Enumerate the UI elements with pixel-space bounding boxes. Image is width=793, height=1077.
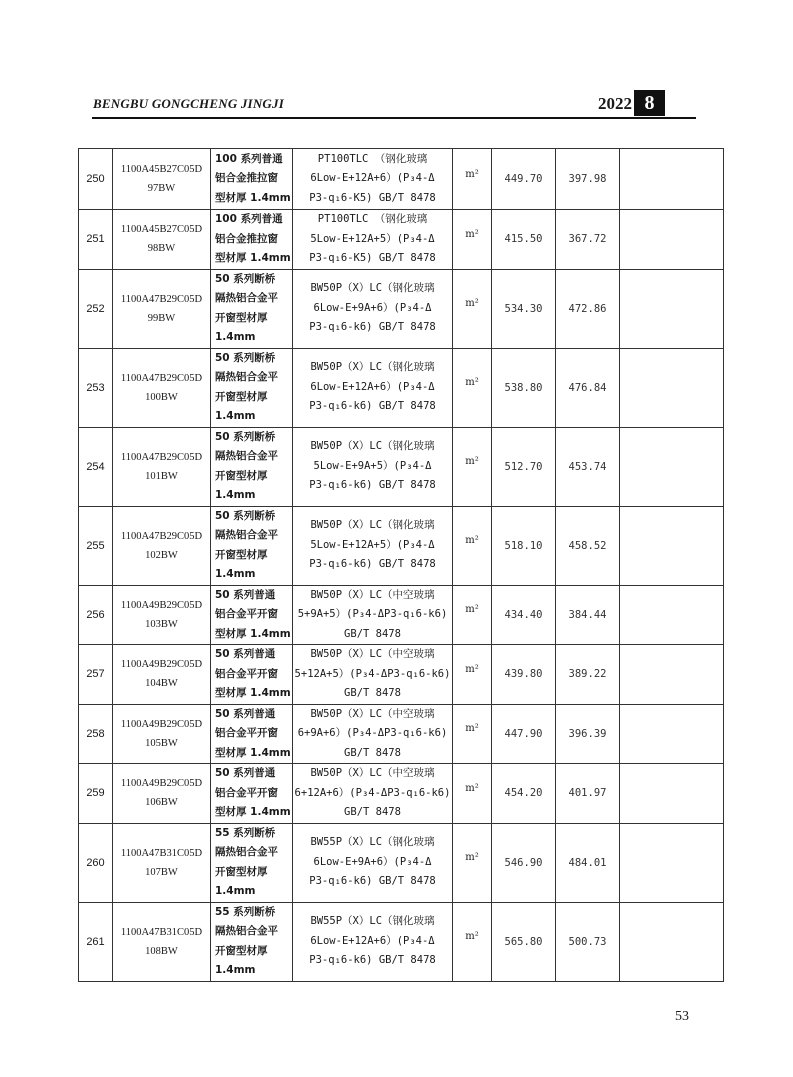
- item-name-cell: [211, 210, 293, 270]
- remark-cell: [620, 902, 724, 981]
- unit-cell: [453, 704, 492, 764]
- unit-label: m²: [465, 228, 479, 240]
- item-code-line: 103BW: [145, 618, 178, 630]
- page-number: 53: [675, 1009, 689, 1024]
- table-row: [79, 269, 724, 348]
- item-name-cell: [211, 269, 293, 348]
- spec-line: GB/T 8478: [344, 746, 401, 759]
- spec-line: 6Low-E+12A+6）(P₃4-Δ: [310, 380, 435, 393]
- item-code-line: 1100A47B31C05D: [120, 926, 203, 938]
- price-without-tax-cell: 401.97: [556, 764, 620, 824]
- item-code-line: 1100A45B27C05D: [120, 164, 203, 175]
- item-name-cell: [211, 427, 293, 506]
- item-name-line: 铝合金平开窗: [215, 608, 278, 620]
- remark-cell: [620, 585, 724, 645]
- item-name-line: 1.4mm: [215, 410, 256, 422]
- price-with-tax-cell: 434.40: [492, 585, 556, 645]
- spec-cell: [293, 902, 453, 981]
- item-name-line: 隔热铝合金平: [215, 529, 278, 541]
- item-code-line: 102BW: [145, 549, 178, 561]
- item-name-line: 型材厚 1.4mm: [215, 687, 291, 699]
- row-number-cell: 259: [79, 764, 113, 824]
- row-number-cell: 251: [79, 210, 113, 270]
- item-code-line: 1100A47B29C05D: [120, 530, 203, 542]
- item-code-line: 1100A47B29C05D: [120, 451, 203, 463]
- item-name-cell: [211, 149, 293, 210]
- spec-line: 6Low-E+12A+6）(P₃4-Δ: [310, 934, 435, 947]
- row-number-cell: 254: [79, 427, 113, 506]
- item-name-line: 开窗型材厚: [215, 311, 268, 324]
- item-code-cell: [113, 427, 211, 506]
- unit-label: m²: [465, 168, 479, 180]
- spec-cell: [293, 269, 453, 348]
- price-without-tax-cell: 453.74: [556, 427, 620, 506]
- price-with-tax-cell: 439.80: [492, 645, 556, 705]
- spec-line: 5+12A+5）(P₃4-ΔP3-q₁6-k6): [294, 667, 451, 680]
- unit-label: m²: [465, 782, 479, 794]
- price-without-tax-cell: 476.84: [556, 348, 620, 427]
- unit-label: m²: [465, 931, 479, 942]
- item-name-line: 1.4mm: [215, 489, 256, 501]
- item-name-line: 1.4mm: [215, 331, 256, 343]
- spec-line: 6+9A+6）(P₃4-ΔP3-q₁6-k6): [297, 727, 448, 739]
- table-row: [79, 764, 724, 824]
- remark-cell: [620, 427, 724, 506]
- item-code-cell: [113, 210, 211, 270]
- spec-line: P3-q₁6-k6) GB/T 8478: [309, 558, 436, 571]
- issue-number-badge: 8: [634, 90, 665, 116]
- row-number-cell: 261: [79, 902, 113, 981]
- item-code-line: 1100A47B29C05D: [120, 293, 203, 305]
- item-code-line: 108BW: [145, 945, 178, 957]
- item-name-line: 50 系列断桥: [215, 351, 276, 364]
- spec-line: 5Low-E+12A+5）(P₃4-Δ: [310, 232, 435, 245]
- item-code-line: 101BW: [145, 470, 178, 482]
- item-code-cell: [113, 902, 211, 981]
- spec-line: 6Low-E+9A+6）(P₃4-Δ: [313, 301, 432, 314]
- spec-line: GB/T 8478: [344, 806, 401, 818]
- unit-label: m²: [465, 298, 479, 309]
- price-without-tax-cell: 472.86: [556, 269, 620, 348]
- spec-line: 5Low-E+12A+5）(P₃4-Δ: [310, 538, 435, 551]
- price-table-body: [79, 149, 724, 982]
- item-name-line: 铝合金推拉窗: [215, 172, 278, 185]
- price-with-tax-cell: 534.30: [492, 269, 556, 348]
- spec-line: 6Low-E+12A+6）(P₃4-Δ: [310, 172, 435, 185]
- item-name-line: 隔热铝合金平: [215, 450, 278, 462]
- item-name-cell: [211, 823, 293, 902]
- item-name-line: 型材厚 1.4mm: [215, 627, 291, 640]
- unit-cell: [453, 823, 492, 902]
- item-name-line: 50 系列普通: [215, 588, 276, 601]
- spec-line: P3-q₁6-k6) GB/T 8478: [309, 400, 436, 413]
- unit-cell: [453, 506, 492, 585]
- remark-cell: [620, 269, 724, 348]
- item-name-line: 铝合金平开窗: [215, 667, 278, 680]
- item-name-line: 50 系列普通: [215, 648, 276, 660]
- price-without-tax-cell: 396.39: [556, 704, 620, 764]
- item-name-cell: [211, 764, 293, 824]
- table-row: [79, 348, 724, 427]
- spec-line: BW50P（X）LC（中空玻璃: [310, 588, 435, 601]
- issue-year: 2022: [598, 94, 632, 113]
- spec-cell: [293, 645, 453, 705]
- spec-line: P3-q₁6-k6) GB/T 8478: [309, 954, 436, 967]
- row-number-cell: 253: [79, 348, 113, 427]
- table-row: [79, 704, 724, 764]
- spec-cell: [293, 823, 453, 902]
- item-name-cell: [211, 645, 293, 705]
- spec-cell: [293, 585, 453, 645]
- item-name-line: 型材厚 1.4mm: [215, 191, 291, 204]
- item-code-line: 1100A45B27C05D: [120, 224, 203, 236]
- price-with-tax-cell: 447.90: [492, 704, 556, 764]
- table-row: [79, 506, 724, 585]
- item-name-line: 隔热铝合金平: [215, 846, 278, 858]
- unit-cell: [453, 269, 492, 348]
- unit-label: m²: [465, 663, 479, 675]
- spec-line: PT100TLC （钢化玻璃: [317, 152, 428, 165]
- unit-cell: [453, 902, 492, 981]
- spec-cell: [293, 149, 453, 210]
- table-row: [79, 427, 724, 506]
- spec-line: BW55P（X）LC（钢化玻璃: [310, 915, 435, 928]
- table-row: [79, 823, 724, 902]
- spec-line: PT100TLC （钢化玻璃: [317, 213, 428, 225]
- remark-cell: [620, 823, 724, 902]
- spec-cell: [293, 704, 453, 764]
- item-name-line: 铝合金平开窗: [215, 727, 278, 739]
- item-code-line: 100BW: [145, 391, 178, 403]
- spec-line: BW50P（X）LC（中空玻璃: [310, 707, 435, 720]
- spec-line: 6+12A+6）(P₃4-ΔP3-q₁6-k6): [294, 786, 451, 799]
- item-code-line: 106BW: [145, 797, 178, 809]
- item-name-line: 100 系列普通: [215, 213, 283, 225]
- price-with-tax-cell: 415.50: [492, 210, 556, 270]
- price-with-tax-cell: 512.70: [492, 427, 556, 506]
- row-number-cell: 260: [79, 823, 113, 902]
- item-name-cell: [211, 506, 293, 585]
- spec-line: 5+9A+5）(P₃4-ΔP3-q₁6-k6): [297, 608, 448, 620]
- item-name-line: 1.4mm: [215, 964, 256, 976]
- item-name-line: 铝合金推拉窗: [215, 232, 278, 245]
- item-name-line: 55 系列断桥: [215, 826, 276, 839]
- item-code-line: 1100A49B29C05D: [120, 599, 203, 611]
- item-code-line: 107BW: [145, 866, 178, 878]
- item-name-cell: [211, 348, 293, 427]
- remark-cell: [620, 764, 724, 824]
- item-code-line: 104BW: [145, 678, 178, 690]
- unit-cell: [453, 149, 492, 210]
- header-rule: [92, 117, 696, 119]
- table-row: [79, 210, 724, 270]
- item-code-cell: [113, 348, 211, 427]
- spec-cell: [293, 427, 453, 506]
- price-without-tax-cell: 397.98: [556, 149, 620, 210]
- row-number-cell: 252: [79, 269, 113, 348]
- price-without-tax-cell: 384.44: [556, 585, 620, 645]
- item-code-line: 1100A49B29C05D: [120, 718, 203, 730]
- item-code-cell: [113, 764, 211, 824]
- remark-cell: [620, 348, 724, 427]
- spec-line: 5Low-E+9A+5）(P₃4-Δ: [313, 459, 432, 472]
- item-name-line: 铝合金平开窗: [215, 786, 278, 799]
- row-number-cell: 258: [79, 704, 113, 764]
- item-code-line: 1100A49B29C05D: [120, 778, 203, 790]
- spec-cell: [293, 348, 453, 427]
- spec-line: P3-q₁6-k6) GB/T 8478: [309, 321, 436, 334]
- item-name-line: 50 系列断桥: [215, 509, 276, 522]
- item-code-line: 105BW: [145, 737, 178, 749]
- spec-cell: [293, 210, 453, 270]
- price-with-tax-cell: 546.90: [492, 823, 556, 902]
- item-code-cell: [113, 585, 211, 645]
- spec-line: BW50P（X）LC（钢化玻璃: [310, 282, 435, 295]
- unit-label: m²: [465, 604, 479, 616]
- row-number-cell: 257: [79, 645, 113, 705]
- item-name-line: 隔热铝合金平: [215, 371, 278, 383]
- item-code-line: 1100A49B29C05D: [120, 659, 203, 671]
- price-with-tax-cell: 449.70: [492, 149, 556, 210]
- row-number-cell: 250: [79, 149, 113, 210]
- remark-cell: [620, 149, 724, 210]
- spec-line: P3-q₁6-K5) GB/T 8478: [309, 191, 436, 204]
- table-row: [79, 645, 724, 705]
- unit-label: m²: [465, 852, 479, 863]
- item-code-cell: [113, 269, 211, 348]
- table-row: [79, 149, 724, 210]
- price-with-tax-cell: 454.20: [492, 764, 556, 824]
- table-row: [79, 585, 724, 645]
- item-name-line: 50 系列断桥: [215, 272, 276, 285]
- spec-line: P3-q₁6-k6) GB/T 8478: [309, 479, 436, 492]
- row-number-cell: 255: [79, 506, 113, 585]
- remark-cell: [620, 210, 724, 270]
- row-number-cell: 256: [79, 585, 113, 645]
- item-code-line: 97BW: [147, 183, 176, 194]
- item-name-cell: [211, 704, 293, 764]
- spec-line: BW50P（X）LC（中空玻璃: [310, 648, 435, 660]
- price-table: [78, 148, 724, 982]
- spec-line: BW50P（X）LC（钢化玻璃: [310, 519, 435, 532]
- spec-line: 6Low-E+9A+6）(P₃4-Δ: [313, 855, 432, 868]
- price-without-tax-cell: 367.72: [556, 210, 620, 270]
- item-name-line: 隔热铝合金平: [215, 292, 278, 304]
- item-name-line: 开窗型材厚: [215, 944, 268, 957]
- remark-cell: [620, 645, 724, 705]
- remark-cell: [620, 704, 724, 764]
- price-without-tax-cell: 500.73: [556, 902, 620, 981]
- unit-cell: [453, 427, 492, 506]
- price-without-tax-cell: 389.22: [556, 645, 620, 705]
- item-code-cell: [113, 704, 211, 764]
- unit-cell: [453, 645, 492, 705]
- unit-cell: [453, 585, 492, 645]
- item-code-line: 1100A47B31C05D: [120, 847, 203, 859]
- spec-cell: [293, 506, 453, 585]
- price-with-tax-cell: 538.80: [492, 348, 556, 427]
- item-name-line: 50 系列断桥: [215, 430, 276, 443]
- spec-cell: [293, 764, 453, 824]
- item-code-line: 99BW: [147, 312, 176, 324]
- item-code-line: 1100A47B29C05D: [120, 372, 203, 384]
- item-name-cell: [211, 585, 293, 645]
- item-code-cell: [113, 823, 211, 902]
- item-name-line: 型材厚 1.4mm: [215, 252, 291, 264]
- spec-line: BW50P（X）LC（中空玻璃: [310, 767, 435, 779]
- spec-line: BW50P（X）LC（钢化玻璃: [310, 440, 435, 453]
- item-name-line: 100 系列普通: [215, 152, 283, 165]
- unit-cell: [453, 764, 492, 824]
- item-name-line: 型材厚 1.4mm: [215, 746, 291, 759]
- unit-label: m²: [465, 723, 479, 735]
- price-without-tax-cell: 484.01: [556, 823, 620, 902]
- item-code-cell: [113, 645, 211, 705]
- price-without-tax-cell: 458.52: [556, 506, 620, 585]
- remark-cell: [620, 506, 724, 585]
- item-code-cell: [113, 506, 211, 585]
- unit-label: m²: [465, 456, 479, 467]
- item-code-line: 98BW: [147, 243, 176, 255]
- price-with-tax-cell: 565.80: [492, 902, 556, 981]
- spec-line: GB/T 8478: [344, 687, 401, 699]
- item-name-line: 50 系列普通: [215, 767, 276, 779]
- item-name-cell: [211, 902, 293, 981]
- spec-line: BW55P（X）LC（钢化玻璃: [310, 836, 435, 849]
- price-with-tax-cell: 518.10: [492, 506, 556, 585]
- item-name-line: 1.4mm: [215, 568, 256, 580]
- item-name-line: 1.4mm: [215, 885, 256, 897]
- unit-cell: [453, 210, 492, 270]
- item-name-line: 开窗型材厚: [215, 548, 268, 561]
- unit-label: m²: [465, 377, 479, 388]
- item-code-cell: [113, 149, 211, 210]
- unit-cell: [453, 348, 492, 427]
- table-row: [79, 902, 724, 981]
- spec-line: GB/T 8478: [344, 627, 401, 640]
- spec-line: P3-q₁6-k6) GB/T 8478: [309, 875, 436, 888]
- item-name-line: 55 系列断桥: [215, 905, 276, 918]
- item-name-line: 隔热铝合金平: [215, 925, 278, 937]
- item-name-line: 开窗型材厚: [215, 865, 268, 878]
- item-name-line: 开窗型材厚: [215, 469, 268, 482]
- item-name-line: 开窗型材厚: [215, 390, 268, 403]
- spec-line: P3-q₁6-K5) GB/T 8478: [309, 252, 436, 264]
- journal-title: BENGBU GONGCHENG JINGJI: [93, 96, 284, 111]
- item-name-line: 50 系列普通: [215, 707, 276, 720]
- spec-line: BW50P（X）LC（钢化玻璃: [310, 361, 435, 374]
- item-name-line: 型材厚 1.4mm: [215, 806, 291, 818]
- unit-label: m²: [465, 535, 479, 546]
